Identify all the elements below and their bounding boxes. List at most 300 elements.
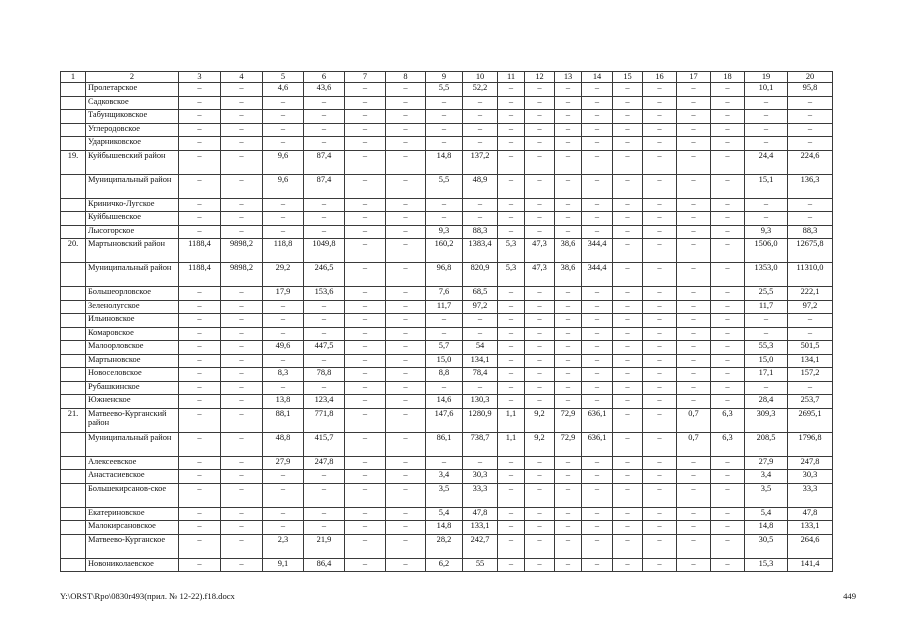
table-cell: – [745,96,788,110]
table-cell: – [345,123,386,137]
table-cell: 134,1 [788,354,833,368]
table-cell: – [525,534,555,558]
row-name: Ударниковское [86,137,179,151]
row-number [61,341,86,355]
table-cell: – [263,507,304,521]
table-cell: – [179,368,221,382]
table-cell: – [643,507,677,521]
table-cell: 7,6 [426,287,463,301]
table-cell: 6,2 [426,558,463,572]
table-cell: – [498,558,525,572]
table-cell: – [711,534,745,558]
header-row [61,72,833,83]
table-cell: 21,9 [304,534,345,558]
table-cell: – [525,300,555,314]
row-number [61,483,86,507]
table-cell: – [711,263,745,287]
table-cell: – [788,212,833,226]
table-cell: – [386,287,426,301]
table-cell: – [555,507,582,521]
table-cell: – [555,534,582,558]
table-cell: 3,4 [745,470,788,484]
table-cell: – [643,287,677,301]
table-cell: 33,3 [788,483,833,507]
table-cell: – [304,314,345,328]
table-cell: – [677,137,711,151]
table-cell: – [677,381,711,395]
table-cell: – [426,327,463,341]
table-cell: – [677,110,711,124]
table-cell: – [711,341,745,355]
table-cell: – [386,368,426,382]
table-cell: – [263,381,304,395]
table-cell: 8,8 [426,368,463,382]
column-header: 16 [643,72,677,83]
table-cell: – [643,341,677,355]
column-header: 10 [463,72,498,83]
row-number [61,558,86,572]
table-cell: – [525,110,555,124]
table-cell: – [304,327,345,341]
table-cell: 3,5 [426,483,463,507]
table-cell: 24,4 [745,150,788,174]
row-name: Анастасиевское [86,470,179,484]
table-cell: – [345,83,386,97]
table-cell: – [613,96,643,110]
table-cell: – [221,123,263,137]
table-row [61,300,833,314]
table-cell: – [525,381,555,395]
table-cell: – [643,314,677,328]
table-cell: – [711,558,745,572]
table-cell: – [711,381,745,395]
table-cell: – [386,507,426,521]
table-cell: 222,1 [788,287,833,301]
table-cell: – [463,198,498,212]
table-cell: – [221,327,263,341]
table-cell: – [221,137,263,151]
row-number [61,300,86,314]
table-cell: – [345,110,386,124]
table-cell: – [345,212,386,226]
table-cell: – [677,354,711,368]
table-cell: – [555,212,582,226]
table-cell: – [179,327,221,341]
table-cell: – [711,300,745,314]
table-cell: 9898,2 [221,263,263,287]
table-cell: – [582,470,613,484]
table-cell: – [179,381,221,395]
table-row [61,368,833,382]
table-cell: 246,5 [304,263,345,287]
table-cell: – [711,456,745,470]
table-cell: – [386,150,426,174]
table-cell: – [304,300,345,314]
table-cell: – [711,314,745,328]
table-cell: – [525,150,555,174]
table-cell: 17,1 [745,368,788,382]
table-cell: 9,6 [263,150,304,174]
table-cell: – [525,507,555,521]
table-cell: – [643,212,677,226]
table-cell: – [426,110,463,124]
table-cell: 3,5 [745,483,788,507]
table-cell: – [179,287,221,301]
table-cell: – [555,456,582,470]
table-cell: – [386,327,426,341]
table-cell: 1188,4 [179,239,221,263]
table-cell: 5,7 [426,341,463,355]
table-cell: – [711,96,745,110]
table-cell: – [179,483,221,507]
table-cell: – [386,521,426,535]
table-cell: – [788,198,833,212]
table-cell: – [711,225,745,239]
data-table [60,71,833,572]
table-cell: 5,5 [426,174,463,198]
table-cell: – [498,381,525,395]
table-cell: – [613,341,643,355]
row-name: Большеорловское [86,287,179,301]
table-row [61,287,833,301]
table-cell: – [643,327,677,341]
table-cell: 72,9 [555,408,582,432]
table-cell: 123,4 [304,395,345,409]
column-header: 1 [61,72,86,83]
table-cell: – [643,150,677,174]
table-cell: – [555,368,582,382]
table-cell: – [386,354,426,368]
table-cell: – [221,212,263,226]
column-header: 3 [179,72,221,83]
row-name: Муниципальный район [86,432,179,456]
table-row [61,314,833,328]
table-cell: – [345,368,386,382]
row-number [61,432,86,456]
table-cell: – [555,327,582,341]
table-row [61,123,833,137]
table-cell: 78,8 [304,368,345,382]
row-number [61,198,86,212]
table-cell: – [304,137,345,151]
table-cell: – [345,150,386,174]
table-cell: – [525,314,555,328]
table-cell: – [582,521,613,535]
table-row [61,507,833,521]
table-cell: 136,3 [788,174,833,198]
table-cell: – [179,408,221,432]
column-header: 5 [263,72,304,83]
table-cell: – [613,123,643,137]
table-cell: 27,9 [263,456,304,470]
row-name: Пролетарское [86,83,179,97]
table-cell: – [221,354,263,368]
row-number [61,470,86,484]
table-cell: 137,2 [463,150,498,174]
table-cell: – [304,381,345,395]
table-cell: – [643,408,677,432]
table-cell: – [498,368,525,382]
table-cell: – [711,354,745,368]
table-cell: – [221,96,263,110]
table-cell: 415,7 [304,432,345,456]
table-cell: – [345,432,386,456]
table-cell: 27,9 [745,456,788,470]
table-row [61,327,833,341]
table-cell: – [179,456,221,470]
table-cell: – [179,212,221,226]
table-cell: – [788,314,833,328]
table-cell: – [525,558,555,572]
table-cell: – [643,137,677,151]
table-cell: 1188,4 [179,263,221,287]
table-cell: 5,5 [426,83,463,97]
column-header: 6 [304,72,345,83]
table-cell: 1,1 [498,432,525,456]
table-cell: – [555,483,582,507]
table-cell: – [582,368,613,382]
table-cell: – [386,123,426,137]
table-cell: – [643,174,677,198]
table-cell: – [263,198,304,212]
table-cell: 88,1 [263,408,304,432]
column-header: 13 [555,72,582,83]
table-cell: – [582,287,613,301]
table-cell: – [613,354,643,368]
table-cell: – [463,110,498,124]
row-number [61,521,86,535]
table-cell: – [643,263,677,287]
table-cell: – [221,558,263,572]
table-cell: – [613,470,643,484]
row-number [61,395,86,409]
row-name: Муниципальный район [86,174,179,198]
table-cell: 47,3 [525,239,555,263]
table-cell: 2,3 [263,534,304,558]
table-cell: 68,5 [463,287,498,301]
table-cell: 55 [463,558,498,572]
table-cell: – [643,225,677,239]
table-cell: – [525,137,555,151]
table-cell: – [613,83,643,97]
table-cell: 33,3 [463,483,498,507]
table-cell: 9,2 [525,432,555,456]
table-cell: – [386,456,426,470]
table-cell: 47,8 [788,507,833,521]
table-cell: – [613,368,643,382]
table-cell: – [555,395,582,409]
table-cell: – [345,327,386,341]
table-cell: – [555,287,582,301]
table-cell: – [263,483,304,507]
table-cell: – [613,225,643,239]
table-cell: – [345,354,386,368]
table-cell: 153,6 [304,287,345,301]
table-cell: – [613,198,643,212]
table-cell: – [498,150,525,174]
table-cell: – [386,558,426,572]
table-cell: – [386,534,426,558]
column-header: 17 [677,72,711,83]
table-cell: – [613,110,643,124]
table-cell: – [179,300,221,314]
table-cell: – [426,212,463,226]
table-cell: 344,4 [582,263,613,287]
table-cell: – [263,110,304,124]
table-cell: 1506,0 [745,239,788,263]
table-row [61,456,833,470]
table-cell: – [221,408,263,432]
table-cell: – [221,341,263,355]
table-cell: 88,3 [463,225,498,239]
table-row [61,263,833,287]
table-cell: 38,6 [555,239,582,263]
table-cell: 8,3 [263,368,304,382]
table-cell: – [498,314,525,328]
table-cell: – [179,137,221,151]
table-cell: – [386,110,426,124]
row-name: Садковское [86,96,179,110]
row-number: 20. [61,239,86,263]
table-cell: – [345,96,386,110]
table-cell: – [525,83,555,97]
table-cell: – [613,287,643,301]
table-cell: – [745,110,788,124]
table-cell: 141,4 [788,558,833,572]
table-cell: – [677,368,711,382]
table-cell: – [179,558,221,572]
row-name: Екатериновское [86,507,179,521]
table-cell: – [386,225,426,239]
table-cell: – [643,123,677,137]
table-cell: – [582,327,613,341]
table-cell: – [582,212,613,226]
column-header: 8 [386,72,426,83]
table-cell: – [711,395,745,409]
table-cell: – [677,123,711,137]
table-row [61,83,833,97]
table-cell: 25,5 [745,287,788,301]
table-cell: 38,6 [555,263,582,287]
table-cell: – [386,432,426,456]
table-cell: – [745,327,788,341]
table-cell: – [582,483,613,507]
table-cell: – [463,327,498,341]
table-cell: – [643,558,677,572]
table-cell: – [677,341,711,355]
table-cell: – [582,558,613,572]
table-cell: – [221,368,263,382]
table-cell: – [745,123,788,137]
table-cell: 344,4 [582,239,613,263]
table-cell: – [525,341,555,355]
table-cell: – [221,150,263,174]
table-cell: – [711,137,745,151]
table-cell: 97,2 [463,300,498,314]
table-cell: – [582,96,613,110]
table-cell: – [179,96,221,110]
table-cell: – [304,198,345,212]
table-cell: – [263,521,304,535]
table-cell: – [426,198,463,212]
table-cell: – [643,354,677,368]
table-cell: – [263,314,304,328]
table-cell: – [613,212,643,226]
table-cell: – [788,381,833,395]
table-cell: – [179,174,221,198]
table-cell: 14,8 [426,521,463,535]
table-cell: – [711,327,745,341]
table-cell: – [221,198,263,212]
table-cell: – [555,83,582,97]
table-cell: – [677,83,711,97]
table-cell: 15,1 [745,174,788,198]
row-number [61,110,86,124]
table-row [61,212,833,226]
table-cell: – [386,96,426,110]
table-cell: – [677,150,711,174]
table-cell: – [345,483,386,507]
table-cell: 29,2 [263,263,304,287]
table-cell: – [525,212,555,226]
table-cell: – [386,239,426,263]
table-cell: – [498,327,525,341]
table-cell: – [498,300,525,314]
table-cell: 13,8 [263,395,304,409]
table-cell: 1280,9 [463,408,498,432]
table-cell: – [677,212,711,226]
table-cell: – [643,381,677,395]
table-cell: 1049,8 [304,239,345,263]
table-cell: – [677,327,711,341]
table-cell: – [788,96,833,110]
table-cell: 48,9 [463,174,498,198]
table-cell: – [304,212,345,226]
table-cell: – [613,483,643,507]
table-cell: – [498,174,525,198]
table-row [61,239,833,263]
table-cell: – [677,174,711,198]
table-cell: 30,3 [788,470,833,484]
table-cell: – [463,456,498,470]
table-cell: – [643,432,677,456]
table-row [61,395,833,409]
table-cell: – [677,558,711,572]
table-cell: – [386,470,426,484]
file-path: Y:\ORST\Rpo\0830r493(прил. № 12-22).f18.docx [60,591,235,601]
table-cell: – [555,110,582,124]
row-name: Южненское [86,395,179,409]
table-cell: – [304,96,345,110]
table-cell: 1,1 [498,408,525,432]
table-cell: – [525,287,555,301]
table-cell: – [525,395,555,409]
table-cell: – [463,314,498,328]
table-cell: – [263,212,304,226]
table-cell: 52,2 [463,83,498,97]
table-cell: – [613,456,643,470]
table-cell: – [221,174,263,198]
table-cell: – [498,456,525,470]
table-cell: – [555,225,582,239]
table-cell: – [613,558,643,572]
row-number [61,83,86,97]
table-cell: – [555,150,582,174]
table-cell: – [263,354,304,368]
table-cell: – [345,198,386,212]
table-cell: – [221,110,263,124]
table-cell: – [555,341,582,355]
